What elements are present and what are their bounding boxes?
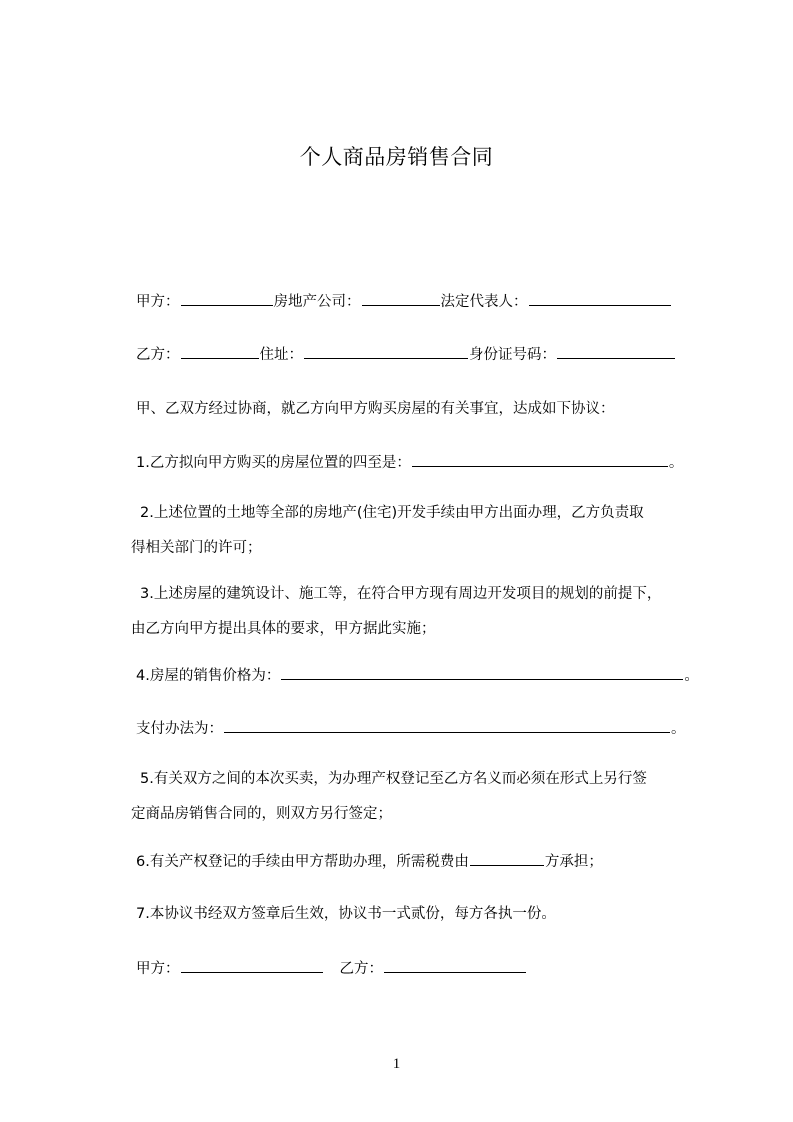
payment-end: 。 [671,721,686,737]
signature-a-blank[interactable] [181,958,323,973]
clause-3 [131,577,711,647]
clause-7: 7.本协议书经双方签章后生效，协议书一式贰份，每方各执一份。 [136,906,556,922]
clause-3-line-1: 3.上述房屋的建筑设计、施工等，在符合甲方现有周边开发项目的规划的前提下， [140,586,662,602]
clause-6 [136,851,603,872]
clause-4-blank[interactable] [281,665,683,680]
page-number: 1 [392,1056,401,1072]
rep-label: 法定代表人： [440,294,528,310]
company-label: 房地产公司： [273,294,361,310]
document-title: 个人商品房销售合同 [299,145,494,169]
party-b-label: 乙方： [136,347,180,363]
signature-a-label: 甲方： [136,961,180,977]
signature-line [136,958,527,979]
id-blank[interactable] [557,344,675,359]
clause-6-text-before: 6.有关产权登记的手续由甲方帮助办理，所需税费由 [136,854,469,870]
party-a-label: 甲方： [136,294,180,310]
clause-4 [136,665,699,686]
clause-5-line-2: 定商品房销售合同的，则双方另行签定； [131,806,392,822]
clause-6-text-after: 方承担； [544,854,603,870]
clause-2 [131,496,711,566]
signature-b-blank[interactable] [384,958,526,973]
payment-blank[interactable] [224,718,670,733]
clause-1-text: 1.乙方拟向甲方购买的房屋位置的四至是： [136,455,411,471]
clause-1-end: 。 [668,455,684,471]
clause-2-line-1: 2.上述位置的土地等全部的房地产(住宅)开发手续由甲方出面办理，乙方负责取 [140,505,644,521]
clause-2-line-2: 得相关部门的许可； [131,540,262,556]
party-b-blank[interactable] [181,344,259,359]
clause-5-line-1: 5.有关双方之间的本次买卖，为办理产权登记至乙方名义而必须在形式上另行签 [140,771,647,787]
party-b-line [136,344,676,365]
clause-6-blank[interactable] [470,851,544,866]
signature-b-label: 乙方： [339,961,383,977]
payment-text: 支付办法为： [136,721,223,737]
payment-method [136,718,686,739]
address-blank[interactable] [304,344,468,359]
address-label: 住址： [259,347,303,363]
rep-blank[interactable] [529,291,671,306]
id-label: 身份证号码： [469,347,556,363]
intro-paragraph: 甲、乙双方经过协商，就乙方向甲方购买房屋的有关事宜，达成如下协议： [136,401,615,417]
clause-4-end: 。 [684,668,699,684]
clause-3-line-2: 由乙方向甲方提出具体的要求，甲方据此实施； [131,621,436,637]
company-blank[interactable] [362,291,440,306]
clause-4-text: 4.房屋的销售价格为： [136,668,281,684]
clause-1 [136,452,683,473]
clause-5 [131,762,711,832]
party-a-blank[interactable] [181,291,273,306]
clause-1-blank[interactable] [412,452,668,467]
party-a-line [136,291,672,312]
